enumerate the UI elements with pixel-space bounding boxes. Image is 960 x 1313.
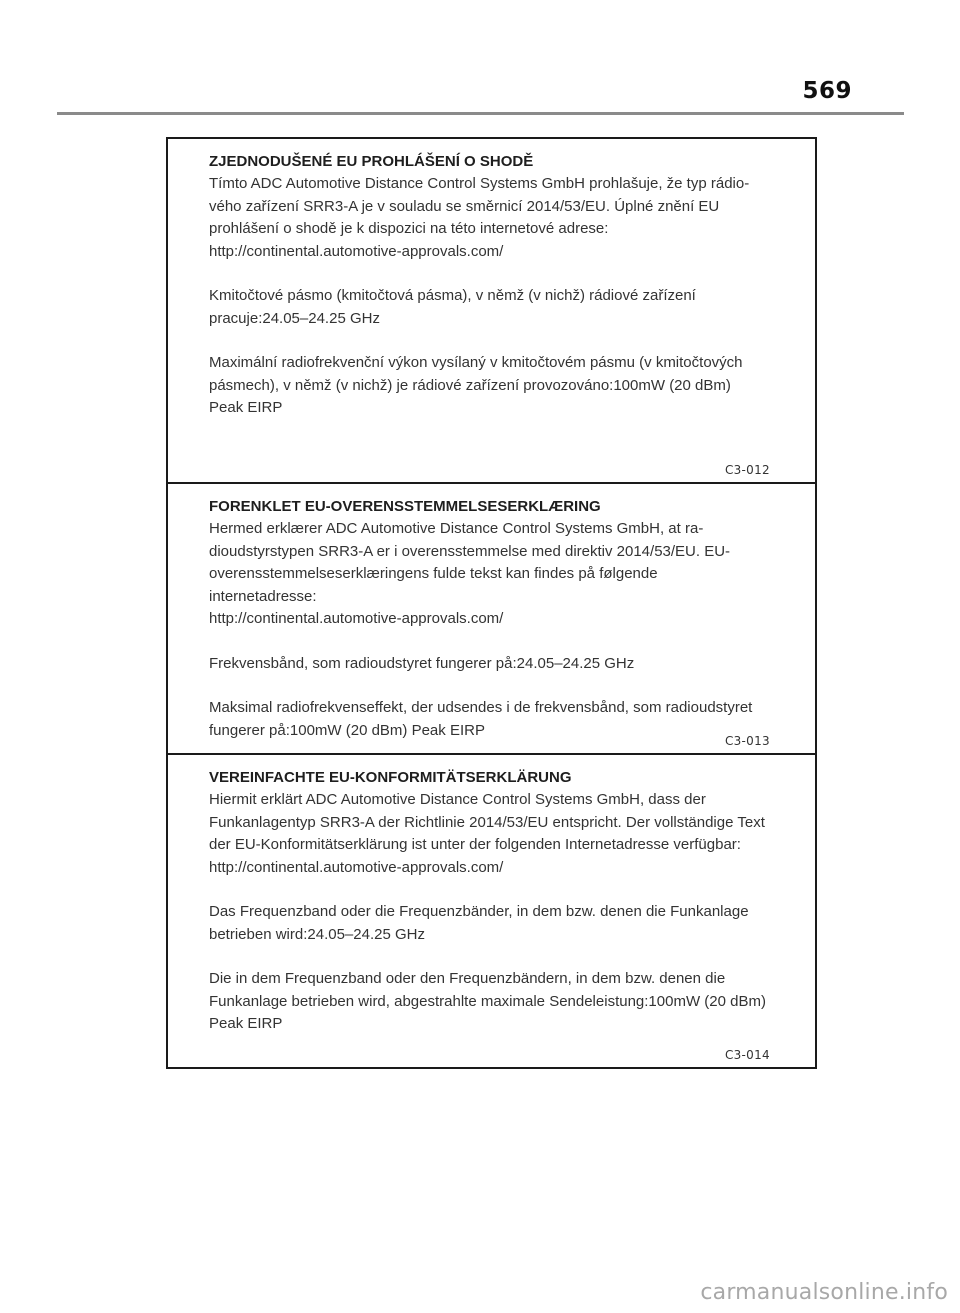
section-heading: FORENKLET EU-OVERENSSTEMMELSESERKLÆRING [209, 498, 601, 515]
declaration-text: Tímto ADC Automotive Distance Control Systems GmbH prohlašuje, že typ rádio-vého zařízení SRR3-A je v souladu se směrnicí 2014/53/EU. Úplné znění EU prohlášení o shodě je k dispozici na této internetové adrese: [209, 175, 750, 237]
declaration-section-german [168, 753, 815, 1067]
page-number: 569 [802, 78, 852, 104]
approval-url: http://continental.automotive-approvals.com/ [209, 858, 504, 876]
section-code: C3-012 [724, 463, 770, 477]
header-rule [57, 112, 904, 115]
section-heading: ZJEDNODUŠENÉ EU PROHLÁŠENÍ O SHODĚ [209, 153, 534, 170]
section-code: C3-014 [724, 1048, 770, 1062]
section-code: C3-013 [724, 734, 770, 748]
power-text: Maksimal radiofrekvenseffekt, der udsendes i de frekvensbånd, som radioudstyret fungerer på:100mW (20 dBm) Peak EIRP [209, 699, 753, 739]
frequency-text: Das Frequenzband oder die Frequenzbänder, in dem bzw. denen die Funkanlage betrieben wird:24.05–24.25 GHz [209, 903, 749, 943]
declaration-section-danish [168, 482, 815, 753]
declarations-box [166, 137, 817, 1069]
declaration-section-czech [168, 139, 815, 482]
watermark-text: carmanualsonline.info [700, 1280, 948, 1305]
approval-url: http://continental.automotive-approvals.com/ [209, 610, 504, 627]
frequency-text: Kmitočtové pásmo (kmitočtová pásma), v němž (v nichž) rádiové zařízení pracuje:24.05–24.25 GHz [209, 287, 696, 327]
declaration-text: Hermed erklærer ADC Automotive Distance Control Systems GmbH, at ra-dioudstyrstypen SRR3-A er i overensstemmelse med direktiv 2014/53/EU. EU-overensstemmelseserklæringens fulde tekst kan findes på følgende internetadresse: [209, 520, 731, 605]
approval-url: http://continental.automotive-approvals.com/ [209, 242, 504, 260]
power-text: Die in dem Frequenzband oder den Frequenzbändern, in dem bzw. denen die Funkanlage betrieben wird, abgestrahlte maximale Sendeleistung:100mW (20 dBm) Peak EIRP [209, 970, 766, 1032]
section-heading: VEREINFACHTE EU-KONFORMITÄTSERKLÄRUNG [209, 769, 572, 786]
declaration-text: Hiermit erklärt ADC Automotive Distance Control Systems GmbH, dass der Funkanlagentyp SRR3-A der Richtlinie 2014/53/EU entspricht. Der vollständige Text der EU-Konformitätserklärung ist unter der folgenden Internetadresse verfügbar: [209, 791, 765, 853]
power-text: Maximální radiofrekvenční výkon vysílaný v kmitočtovém pásmu (v kmitočtových pásmech), v němž (v nichž) je rádiové zařízení provozováno:100mW (20 dBm) Peak EIRP [209, 354, 743, 416]
frequency-text: Frekvensbånd, som radioudstyret fungerer på:24.05–24.25 GHz [209, 654, 635, 672]
